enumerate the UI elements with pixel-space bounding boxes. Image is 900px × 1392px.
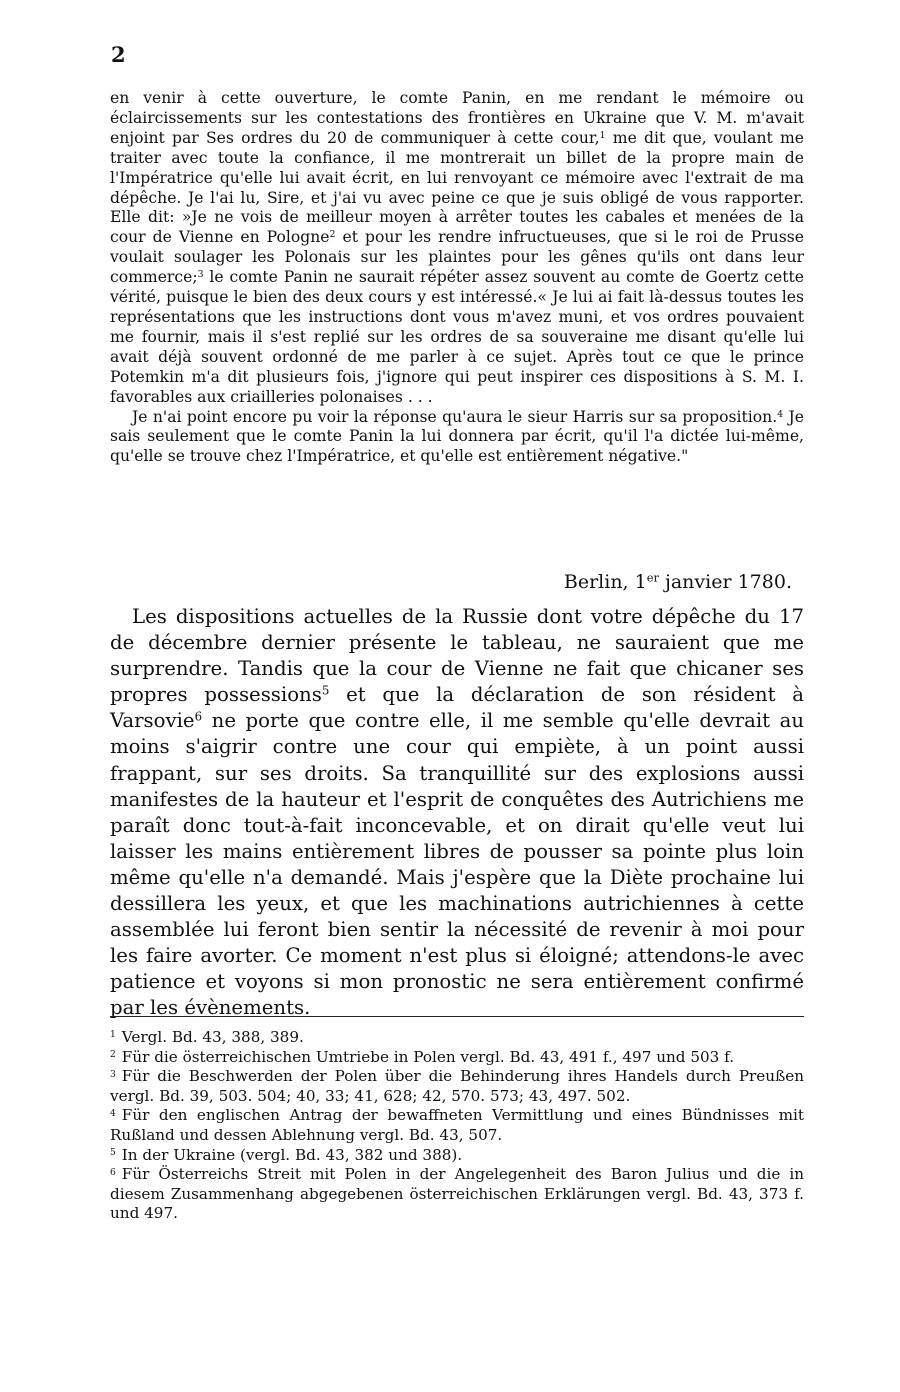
footnote-ref: 5 [321,683,330,698]
footnote-text: Für den englischen Antrag der bewaffneten Vermittlung und eines Bündnisses mit Rußland und dessen Ablehnung vergl. Bd. 43, 507. [110,1106,804,1144]
text-run: Je n'ai point encore pu voir la réponse qu'aura le sieur Harris sur sa proposition. [132,407,778,426]
footnote-mark: 4 [110,1108,116,1119]
dateline-ordinal: er [646,570,659,585]
text-run: et que la déclaration de son résident à Varsovie [110,683,804,733]
letter-body [110,604,804,1022]
footnote [110,1048,804,1068]
dateline-place: Berlin, 1 [563,571,647,593]
excerpt-paragraph [110,89,804,408]
footnote-mark: 5 [110,1148,116,1159]
text-run: en venir à cette ouverture, le comte Panin, en me rendant le mémoire ou éclaircissements sur les contestations des frontières en Ukraine que V. M. m'avait enjoint par Ses ordres du 20 de communiquer à cette cour, [110,89,804,147]
footnote-ref: 1 [599,129,606,141]
footnote-text: Für Österreichs Streit mit Polen in der Angelegenheit des Baron Julius und die in diesem Zusammenhang abgegebenen österreichischen Erklärungen vergl. Bd. 43, 373 f. und 497. [110,1165,804,1223]
text-run: le comte Panin ne saurait répéter assez souvent au comte de Goertz cette vérité, puisque le bien des deux cours y est intéressé.« Je lui ai fait là-dessus toutes les représentations que les instructions dont vous m'avez muni, et vos ordres pouvaient me fournir, mais il s'est replié sur les ordres de sa souveraine me disant qu'elle lui avait déjà souvent ordonné de me parler à ce sujet. Après tout ce que le prince Potemkin m'a dit plusieurs fois, j'ignore qui peut inspirer ces dispositions à S. M. I. favorables aux criailleries polonaises . . . [110,268,804,406]
footnote-ref: 4 [777,408,784,420]
footnotes [110,1028,804,1224]
text-run: Les dispositions actuelles de la Russie dont votre dépêche du 17 de décembre dernier présente le tableau, ne sauraient que me surprendre. Tandis que la cour de Vienne ne fait que chicaner ses propres possessions [110,605,804,707]
page-number: 2 [111,42,126,67]
previous-letter-excerpt [110,89,804,467]
footnote [110,1146,804,1166]
excerpt-paragraph [110,408,804,468]
letter-paragraph [110,604,804,1022]
footnote-ref: 6 [194,709,203,724]
footnote-text: Vergl. Bd. 43, 388, 389. [121,1028,304,1046]
dateline-date: janvier 1780. [658,571,792,593]
footnote-mark: 2 [110,1050,116,1061]
footnote-text: Für die Beschwerden der Polen über die Behinderung ihres Handels durch Preußen vergl. Bd. 39, 503. 504; 40, 33; 41, 628; 42, 570. 573; 43, 497. 502. [110,1067,804,1105]
footnote [110,1106,804,1145]
footnote [110,1028,804,1048]
text-run: Je sais seulement que le comte Panin la lui donnera par écrit, qu'il l'a dictée lui-même, qu'elle se trouve chez l'Impératrice, et qu'elle est entièrement négative." [110,407,804,466]
footnote [110,1067,804,1106]
footnote-text: In der Ukraine (vergl. Bd. 43, 382 und 388). [121,1145,463,1164]
footnote-text: Für die österreichischen Umtriebe in Polen vergl. Bd. 43, 491 f., 497 und 503 f. [121,1047,735,1066]
text-run: ne porte que contre elle, il me semble qu'elle devrait au moins s'aigrir contre une cour qui empiète, à un point aussi frappant, sur ses droits. Sa tranquillité sur des explosions aussi manifestes de la hauteur et l'esprit de conquêtes des Autrichiens me paraît donc tout-à-fait inconcevable, et on dirait qu'elle veut lui laisser les mains entièrement libres de pousser sa pointe plus loin même qu'elle n'a demandé. Mais j'espère que la Diète prochaine lui dessillera les yeux, et que les machinations autrichiennes à cette assemblée lui feront bien sentir la nécessité de revenir à moi pour les faire avorter. Ce moment n'est plus si éloigné; attendons-le avec patience et voyons si mon pronostic ne sera entièrement confirmé par les évènements. [110,709,804,1020]
footnote-mark: 1 [110,1030,116,1041]
footnote-mark: 6 [110,1167,116,1178]
footnote-divider [110,1016,804,1017]
footnote-mark: 3 [110,1069,116,1080]
footnote [110,1165,804,1224]
text-run: et pour les rendre infructueuses, que si le roi de Prusse voulait soulager les Polonais sur les plaintes pour les gênes qu'ils ont dans leur commerce; [110,228,804,287]
footnote-ref: 2 [329,229,336,241]
footnote-ref: 3 [197,269,204,281]
text-run: me dit que, voulant me traiter avec toute la confiance, il me montrerait un billet de la propre main de l'Impératrice qu'elle lui avait écrit, en lui renvoyant ce mémoire avec l'extrait de ma dépêche. Je l'ai lu, Sire, et j'ai vu avec peine ce que je suis obligé de vous rapporter. Elle dit: »Je ne vois de meilleur moyen à arrêter toutes les cabales et menées de la cour de Vienne en Pologne [110,128,804,247]
letter-dateline [564,570,792,594]
